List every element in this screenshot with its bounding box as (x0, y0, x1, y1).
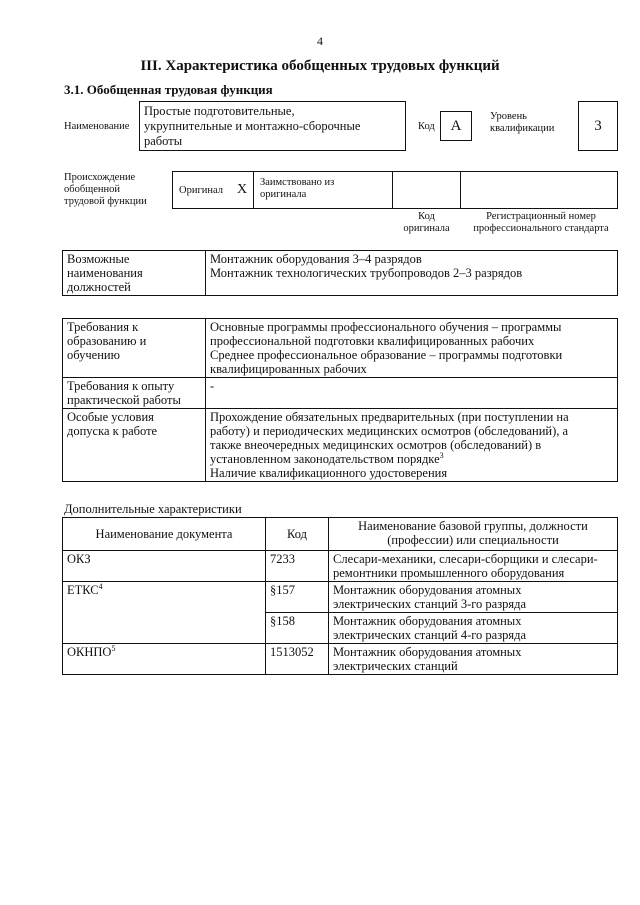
header-group-name: Наименование базовой группы, должности (профессии) или специальности (329, 518, 618, 551)
level-label: Уровень квалификации (490, 111, 555, 134)
positions-table (62, 250, 618, 296)
registration-number-caption: Регистрационный номер профессионального стандарта (473, 211, 609, 234)
experience-value: - (206, 378, 618, 409)
code-cell: §157 (266, 582, 329, 613)
table-row (63, 582, 618, 613)
subsection-title: 3.1. Обобщенная трудовая функция (64, 82, 273, 97)
footnote-4: 4 (98, 581, 103, 591)
registration-number-cell (460, 171, 618, 209)
additional-caption: Дополнительные характеристики (64, 502, 242, 516)
original-cell (172, 171, 254, 209)
level-value-box: 3 (578, 101, 618, 151)
original-mark: Х (237, 182, 248, 197)
original-code-caption: Код оригинала (403, 211, 450, 234)
admission-tail-text: Наличие квалификационного удостоверения (210, 466, 448, 480)
code-cell: 7233 (266, 551, 329, 582)
additional-table (62, 517, 618, 675)
footnote-3: 3 (439, 450, 444, 460)
borrowed-label: Заимствовано из оригинала (260, 177, 335, 200)
footnote-5: 5 (111, 643, 116, 653)
doc-cell (63, 644, 266, 675)
group-name-cell: Монтажник оборудования атомных электрических станций 4-го разряда (329, 613, 618, 644)
doc-name: ЕТКС (67, 583, 99, 597)
table-row (63, 378, 618, 409)
table-header-row (63, 518, 618, 551)
code-cell: §158 (266, 613, 329, 644)
doc-cell (63, 582, 266, 644)
borrowed-cell (253, 171, 393, 209)
group-name-cell: Слесари-механики, слесари-сборщики и слесари- ремонтники промышленного оборудования (329, 551, 618, 582)
code-label: Код (418, 121, 435, 132)
group-name-cell: Монтажник оборудования атомных электрических станций (329, 644, 618, 675)
admission-label: Особые условия допуска к работе (63, 409, 206, 482)
education-label: Требования к образованию и обучению (63, 319, 206, 378)
education-value: Основные программы профессионального обучения – программы профессиональной подготовки квалифицированных рабочих Среднее профессиональное образование – программы подготовки квалифицированных рабочих (206, 319, 618, 378)
original-code-cell (392, 171, 461, 209)
table-row (63, 319, 618, 378)
header-document: Наименование документа (63, 518, 266, 551)
positions-label: Возможные наименования должностей (63, 251, 206, 296)
admission-main-text: Прохождение обязательных предварительных (при поступлении на работу) и периодических медицинских осмотров (обследований), а также внеочередных медицинских осмотров (обследований) в установленном законодательством порядке (210, 410, 569, 466)
admission-value (206, 409, 618, 482)
requirements-table (62, 318, 618, 482)
table-row (63, 551, 618, 582)
function-name-box: Простые подготовительные, укрупнительные и монтажно-сборочные работы (139, 101, 406, 151)
header-code: Код (266, 518, 329, 551)
group-name-cell: Монтажник оборудования атомных электрических станций 3-го разряда (329, 582, 618, 613)
doc-cell (63, 551, 266, 582)
name-label: Наименование (64, 121, 130, 132)
table-row (63, 251, 618, 296)
experience-label: Требования к опыту практической работы (63, 378, 206, 409)
doc-name: ОКЗ (67, 552, 91, 566)
table-row (63, 409, 618, 482)
origin-label: Происхождение обобщенной трудовой функции (64, 172, 147, 207)
page-number: 4 (317, 34, 323, 48)
code-cell: 1513052 (266, 644, 329, 675)
table-row (63, 644, 618, 675)
section-title: III. Характеристика обобщенных трудовых функций (140, 58, 500, 74)
original-label: Оригинал (179, 185, 223, 196)
code-value-box: А (440, 111, 472, 141)
positions-value: Монтажник оборудования 3–4 разрядов Монтажник технологических трубопроводов 2–3 разрядов (206, 251, 618, 296)
doc-name: ОКНПО (67, 645, 112, 659)
